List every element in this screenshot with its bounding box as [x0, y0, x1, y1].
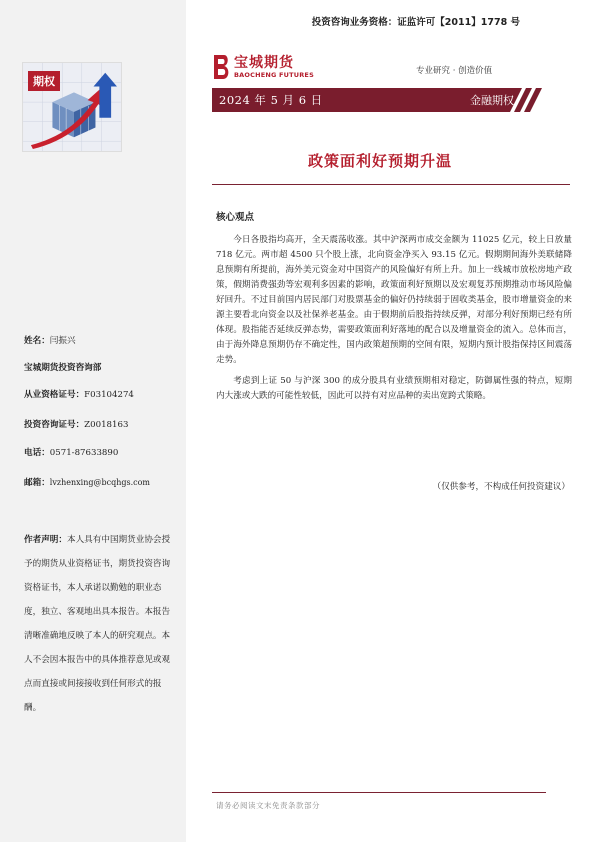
footer-note: 请务必阅读文末免责条款部分 [216, 801, 320, 810]
report-category: 金融期权 [470, 94, 514, 107]
cover-image [22, 62, 122, 152]
department: 宝城期货投资咨询部 [24, 363, 102, 373]
name-label: 姓名： [24, 336, 50, 346]
report-date: 2024 年 5 月 6 日 [219, 93, 323, 107]
title-divider [212, 184, 570, 185]
date-banner [212, 88, 548, 112]
slogan: 专业研究 · 创造价值 [416, 66, 493, 76]
logo-english-name: BAOCHENG FUTURES [234, 71, 314, 79]
email-value: lvzhenxing@bcqhgs.com [49, 478, 150, 487]
phone [24, 446, 184, 458]
author-statement-label: 作者声明： [24, 535, 67, 545]
cert-label: 投资咨询证号： [24, 420, 85, 430]
cover-label: 期权 [28, 71, 60, 91]
report-title: 政策面利好预期升温 [307, 152, 452, 170]
author-statement [24, 528, 172, 720]
analyst-name [24, 334, 184, 346]
advisory-certificate [24, 418, 184, 430]
footer-divider [212, 792, 546, 793]
author-statement-text: 本人具有中国期货业协会授予的期货从业资格证书，期货投资咨询资格证书，本人承诺以勤勉的职业态度，独立、客观地出具本报告。本报告清晰准确地反映了本人的研究观点。本人不会因本报告中的具体推荐意见或观点而直接或间接接收到任何形式的报酬。 [24, 535, 171, 713]
logo-mark-icon [212, 54, 230, 80]
tel-label: 电话： [24, 448, 50, 458]
body-paragraph: 考虑到上证 50 与沪深 300 的成分股具有业绩预期相对稳定，防御属性强的特点，短期内大涨或大跌的可能性较低，因此可以持有对应品种的卖出宽跨式策略。 [216, 376, 572, 401]
practice-license [24, 388, 184, 400]
license-header: 投资咨询业务资格：证监许可【2011】1778 号 [311, 17, 520, 28]
license-label: 从业资格证号： [24, 390, 85, 400]
logo-chinese-name: 宝城期货 [234, 55, 294, 71]
tel-value: 0571-87633890 [49, 448, 119, 458]
license-value: F03104274 [84, 390, 134, 400]
investment-disclaimer: （仅供参考，不构成任何投资建议） [432, 482, 570, 492]
report-body [216, 233, 572, 410]
name-value: 闫振兴 [49, 336, 76, 346]
section-heading: 核心观点 [216, 212, 255, 223]
body-paragraph: 今日各股指均高开，全天震荡收涨。其中沪深两市成交金额为 11025 亿元，较上日放量 718 亿元。两市超 4500 只个股上涨，北向资金净买入 93.15 亿元。假期期间海外美联储降息预期有所提前，海外美元资金对中国资产的风险偏好有所上升。加上一线城市放松房地产政策，假期消费强劲等宏观利多因素的影响，政策面利好预期以及宏观复苏预期推动市场风险偏好回升。不过目前国内居民部门对股票基金的偏好仍持续弱于固收类基金，股市增量资金的来源主要看北向资金以及社保养老基金。由于假期前后股指持续反弹，对部分利好预期已经有所体现。股指能否延续反弹态势，需要政策面利好落地的配合以及增量资金的流入。总体而言，由于海外降息预期仍存不确定性，国内政策超预期的空间有限，短期内预计股指保持区间震荡走势。 [216, 235, 572, 365]
company-logo [212, 52, 352, 84]
cert-value: Z0018163 [84, 420, 129, 430]
email [24, 476, 184, 488]
email-label: 邮箱： [24, 478, 50, 488]
